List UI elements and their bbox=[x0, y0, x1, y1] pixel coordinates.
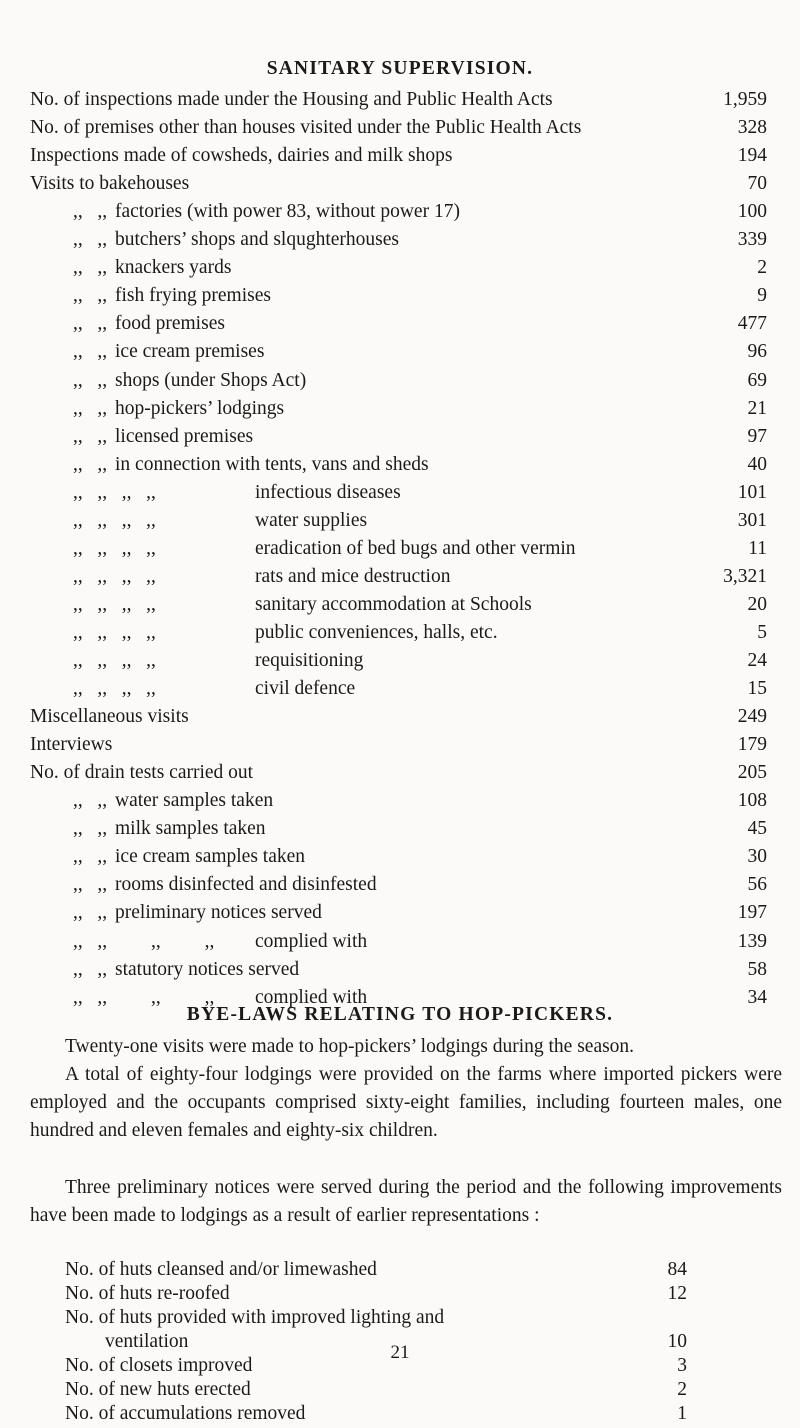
table-row bbox=[0, 899, 800, 927]
ditto-marks: ,, ,, ,, ,, bbox=[73, 678, 156, 700]
table-row bbox=[0, 731, 800, 759]
paragraph: Twenty-one visits were made to hop-pickers’ lodgings during the season. bbox=[65, 1036, 635, 1057]
item-label: No. of accumulations removed bbox=[65, 1403, 306, 1424]
row-value: 30 bbox=[747, 846, 767, 868]
row-value: 101 bbox=[737, 481, 767, 503]
row-label: ice cream samples taken bbox=[115, 846, 306, 868]
ditto-marks: ,, ,, bbox=[73, 958, 108, 980]
row-value: 249 bbox=[737, 706, 767, 728]
item-value: 12 bbox=[667, 1283, 687, 1304]
row-value: 34 bbox=[747, 986, 767, 1008]
ditto-marks: ,, ,, ,, ,, bbox=[73, 650, 156, 671]
row-label: shops (under Shops Act) bbox=[115, 369, 307, 391]
row-value: 96 bbox=[747, 341, 767, 363]
table-row bbox=[0, 675, 800, 703]
ditto-marks: ,, ,, bbox=[73, 874, 108, 896]
table-row bbox=[0, 507, 800, 535]
ditto-marks: ,, ,, bbox=[73, 341, 108, 363]
table-row bbox=[0, 423, 800, 451]
ditto-marks: ,, ,, bbox=[73, 257, 108, 279]
row-value: 56 bbox=[747, 874, 767, 896]
row-value: 69 bbox=[747, 369, 767, 391]
ditto-marks: ,, ,, bbox=[73, 229, 108, 251]
paragraph: Three preliminary notices were served during the period and the following improvements have been made to lodgings as a result of earlier representations : bbox=[30, 1177, 782, 1227]
item-value: 3 bbox=[677, 1355, 687, 1376]
row-label: water supplies bbox=[255, 509, 368, 531]
row-value: 205 bbox=[737, 762, 767, 784]
ditto-marks: ,, ,, ,, ,, bbox=[73, 481, 156, 503]
ditto-marks: ,, ,, bbox=[73, 369, 108, 391]
row-label: in connection with tents, vans and sheds bbox=[115, 453, 429, 475]
table-row bbox=[0, 591, 800, 619]
table-row bbox=[0, 928, 800, 956]
item-value: 2 bbox=[677, 1379, 687, 1400]
row-label: milk samples taken bbox=[115, 818, 266, 840]
row-value: 328 bbox=[737, 117, 767, 139]
item-label: No. of huts re-roofed bbox=[65, 1283, 230, 1304]
row-value: 24 bbox=[747, 650, 767, 671]
table-row bbox=[0, 956, 800, 984]
row-label: infectious diseases bbox=[255, 481, 401, 503]
row-value: 477 bbox=[737, 313, 767, 335]
ditto-marks: ,, ,, bbox=[73, 425, 108, 447]
table-row bbox=[0, 198, 800, 226]
ditto-marks: ,, ,, bbox=[73, 453, 108, 475]
row-label: knackers yards bbox=[115, 257, 232, 279]
table-row bbox=[0, 282, 800, 310]
ditto-marks: ,, ,, bbox=[73, 818, 108, 840]
row-value: 2 bbox=[757, 257, 767, 279]
table-row bbox=[0, 815, 800, 843]
item-value: 1 bbox=[677, 1403, 687, 1424]
row-label: butchers’ shops and slqughterhouses bbox=[115, 229, 399, 251]
row-label: civil defence bbox=[255, 678, 356, 700]
paragraph: A total of eighty-four lodgings were provided on the farms where imported pickers were employed and the occupants comprised sixty-eight families, including fourteen males, one hundred and eleven females and eighty-six children. bbox=[30, 1064, 782, 1142]
row-value: 3,321 bbox=[723, 565, 767, 587]
ditto-marks: ,, ,, ,, ,, bbox=[73, 986, 215, 1008]
row-value: 139 bbox=[737, 930, 767, 952]
table-row bbox=[0, 142, 800, 170]
table-row bbox=[0, 759, 800, 787]
row-value: 197 bbox=[737, 902, 767, 924]
table-row bbox=[0, 647, 800, 675]
row-label: public conveniences, halls, etc. bbox=[255, 621, 498, 643]
table-row bbox=[0, 338, 800, 366]
row-value: 5 bbox=[757, 621, 767, 643]
ditto-marks: ,, ,, ,, ,, bbox=[73, 565, 156, 587]
row-value: 70 bbox=[747, 173, 767, 195]
table-row bbox=[0, 86, 800, 114]
item-label: No. of huts provided with improved lighting and bbox=[65, 1307, 445, 1328]
row-value: 11 bbox=[748, 537, 767, 559]
row-value: 100 bbox=[737, 201, 767, 223]
ditto-marks: ,, ,, ,, ,, bbox=[73, 621, 156, 643]
row-label: complied with bbox=[255, 930, 368, 952]
table-row bbox=[0, 619, 800, 647]
table-row bbox=[0, 367, 800, 395]
ditto-marks: ,, ,, bbox=[73, 201, 108, 223]
row-label: water samples taken bbox=[115, 790, 274, 812]
ditto-marks: ,, ,, ,, ,, bbox=[73, 593, 156, 615]
ditto-marks: ,, ,, ,, ,, bbox=[73, 509, 156, 531]
row-label: ice cream premises bbox=[115, 341, 265, 363]
row-label: complied with bbox=[255, 986, 368, 1008]
row-label: sanitary accommodation at Schools bbox=[255, 593, 532, 615]
table-row bbox=[0, 787, 800, 815]
page-number: 21 bbox=[390, 1342, 410, 1363]
row-value: 45 bbox=[747, 818, 767, 840]
table-row bbox=[0, 114, 800, 142]
table-row bbox=[0, 310, 800, 338]
row-value: 20 bbox=[747, 593, 767, 615]
row-label: fish frying premises bbox=[115, 285, 271, 307]
row-value: 15 bbox=[747, 678, 767, 700]
table-row bbox=[0, 563, 800, 591]
row-label: rats and mice destruction bbox=[255, 565, 451, 587]
list-item bbox=[0, 1400, 800, 1428]
row-label: Visits to bakehouses bbox=[30, 173, 190, 195]
row-value: 179 bbox=[737, 734, 767, 756]
item-label: No. of new huts erected bbox=[65, 1379, 251, 1400]
row-label: food premises bbox=[115, 313, 225, 335]
item-value: 84 bbox=[667, 1259, 687, 1280]
row-label: licensed premises bbox=[115, 425, 254, 447]
row-value: 108 bbox=[737, 790, 767, 812]
row-value: 40 bbox=[747, 453, 767, 475]
table-row bbox=[0, 451, 800, 479]
ditto-marks: ,, ,, bbox=[73, 846, 108, 868]
table-row bbox=[0, 226, 800, 254]
ditto-marks: ,, ,, bbox=[73, 397, 108, 419]
row-value: 9 bbox=[757, 285, 767, 307]
item-value: 10 bbox=[667, 1331, 687, 1352]
row-value: 58 bbox=[747, 958, 767, 980]
row-value: 1,959 bbox=[723, 89, 767, 110]
row-label: eradication of bed bugs and other vermin bbox=[255, 537, 576, 559]
row-label: requisitioning bbox=[255, 650, 364, 671]
table-row bbox=[0, 170, 800, 198]
ditto-marks: ,, ,, bbox=[73, 790, 108, 812]
row-label: Interviews bbox=[30, 734, 113, 756]
row-label: Miscellaneous visits bbox=[30, 706, 189, 728]
ditto-marks: ,, ,, bbox=[73, 285, 108, 307]
row-label: No. of inspections made under the Housing and Public Health Acts bbox=[30, 89, 553, 110]
ditto-marks: ,, ,, bbox=[73, 902, 108, 924]
table-row bbox=[0, 395, 800, 423]
item-label-continued: ventilation bbox=[105, 1331, 189, 1352]
row-value: 339 bbox=[737, 229, 767, 251]
row-label: Inspections made of cowsheds, dairies and milk shops bbox=[30, 145, 453, 167]
row-label: rooms disinfected and disinfested bbox=[115, 874, 377, 896]
row-label: preliminary notices served bbox=[115, 902, 322, 924]
table-row bbox=[0, 703, 800, 731]
section-title-bye-laws: BYE-LAWS RELATING TO HOP-PICKERS. bbox=[186, 1004, 614, 1025]
table-row bbox=[0, 479, 800, 507]
row-value: 194 bbox=[737, 145, 767, 167]
row-label: No. of drain tests carried out bbox=[30, 762, 254, 784]
ditto-marks: ,, ,, bbox=[73, 313, 108, 335]
table-row bbox=[0, 254, 800, 282]
row-label: No. of premises other than houses visited under the Public Health Acts bbox=[30, 117, 582, 139]
table-row bbox=[0, 843, 800, 871]
ditto-marks: ,, ,, ,, ,, bbox=[73, 930, 215, 952]
table-row bbox=[0, 871, 800, 899]
row-label: hop-pickers’ lodgings bbox=[115, 397, 285, 419]
item-label: No. of huts cleansed and/or limewashed bbox=[65, 1259, 377, 1280]
row-label: factories (with power 83, without power 17) bbox=[115, 201, 460, 223]
row-value: 97 bbox=[747, 425, 767, 447]
row-value: 21 bbox=[747, 397, 767, 419]
table-row bbox=[0, 535, 800, 563]
page-title: SANITARY SUPERVISION. bbox=[266, 58, 534, 79]
ditto-marks: ,, ,, ,, ,, bbox=[73, 537, 156, 559]
item-label: No. of closets improved bbox=[65, 1355, 253, 1376]
row-label: statutory notices served bbox=[115, 958, 300, 980]
row-value: 301 bbox=[737, 509, 767, 531]
